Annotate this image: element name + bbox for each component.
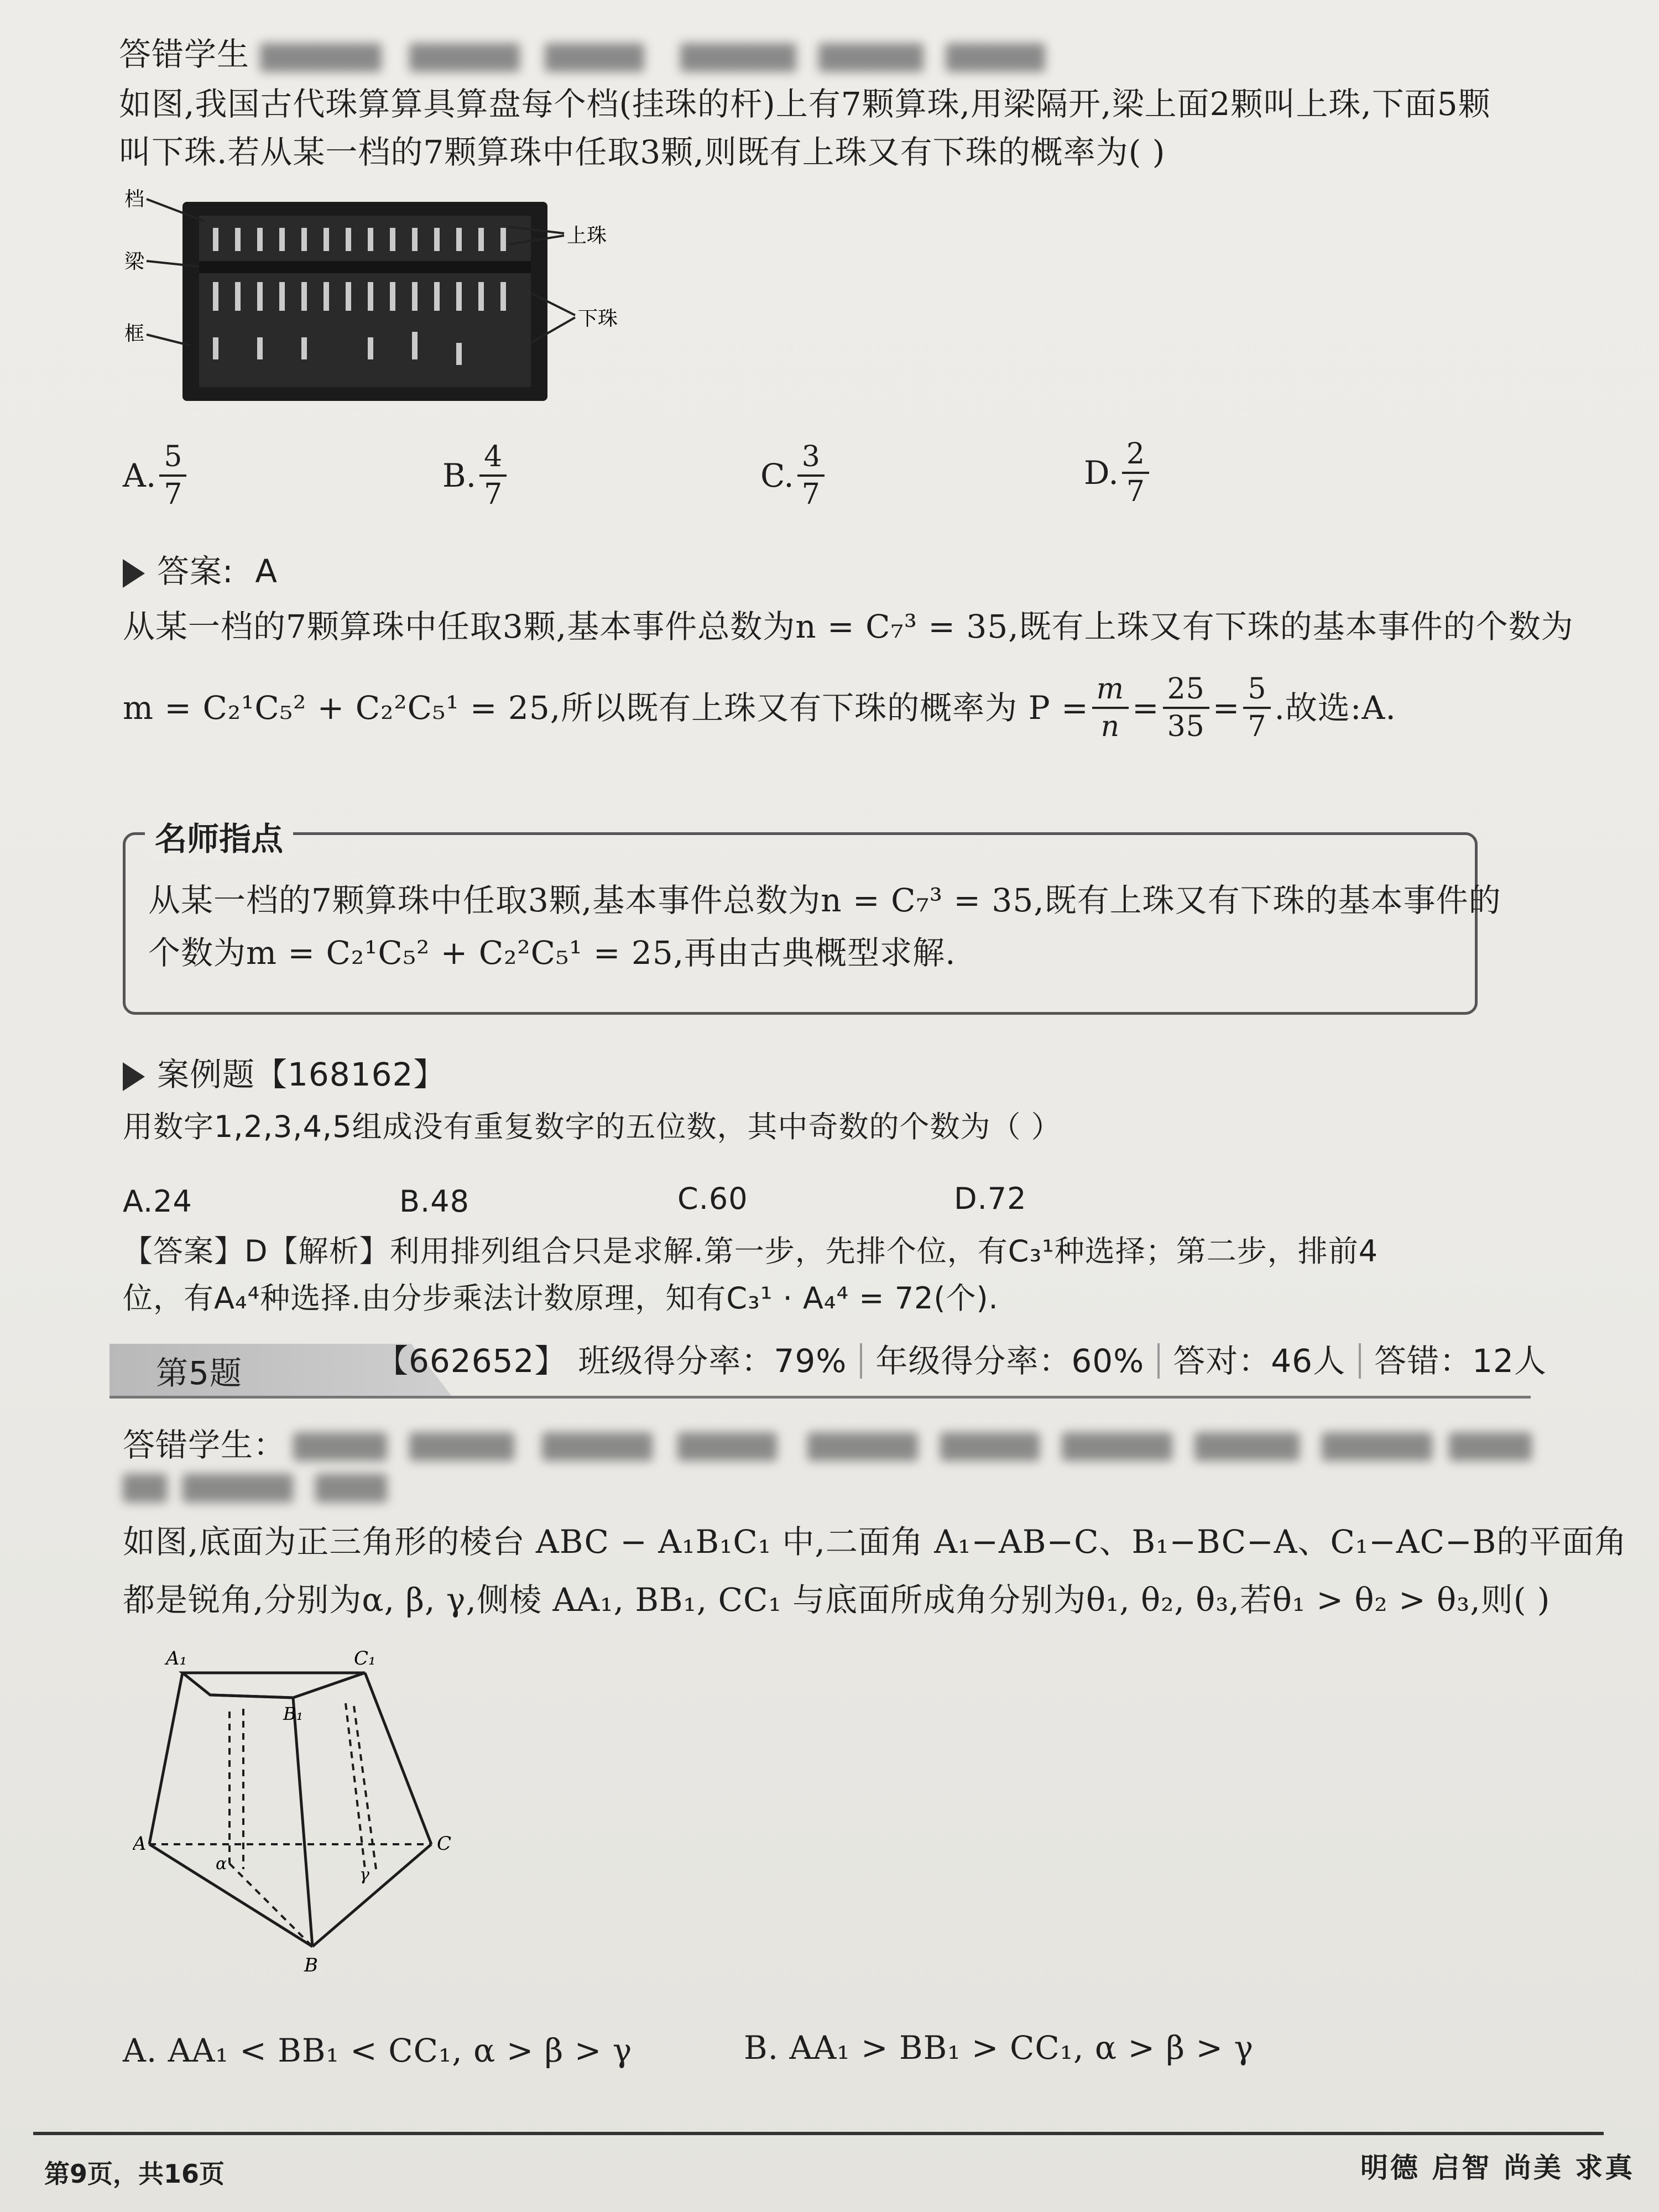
frac-den: 7	[1243, 707, 1271, 741]
label-c: C	[437, 1833, 452, 1855]
example-option: A.24	[123, 1184, 192, 1219]
redacted-name	[545, 43, 644, 72]
option-b	[442, 442, 510, 509]
redacted-name	[1062, 1432, 1172, 1461]
redacted-name	[315, 1474, 387, 1503]
triangle-bullet-icon	[123, 1062, 145, 1091]
label-a: A	[133, 1833, 147, 1855]
option-den: 7	[797, 474, 825, 509]
redacted-name	[1449, 1432, 1532, 1461]
question-line: 如图,我国古代珠算算具算盘每个档(挂珠的杆)上有7颗算珠,用梁隔开,梁上面2颗叫上珠,下面5颗	[119, 85, 1491, 123]
question-line: 如图,底面为正三角形的棱台 ABC − A₁B₁C₁ 中,二面角 A₁−AB−C、B₁−BC−A、C₁−AC−B的平面角	[123, 1523, 1627, 1561]
frac-num: 25	[1167, 672, 1205, 706]
redacted-name	[542, 1432, 653, 1461]
label-liang: 梁	[124, 251, 145, 273]
redacted-name	[123, 1474, 167, 1503]
redacted-name	[409, 43, 520, 72]
class-rate: 班级得分率：79%	[578, 1342, 847, 1380]
option-d	[1084, 437, 1152, 508]
answer-row	[123, 547, 278, 595]
option-letter: A.	[123, 457, 156, 494]
redacted-name	[940, 1432, 1040, 1461]
separator	[860, 1343, 862, 1379]
label-alpha: α	[216, 1854, 227, 1874]
redacted-name	[807, 1432, 918, 1461]
label-b1: B₁	[283, 1703, 304, 1724]
option-num: 4	[484, 440, 503, 473]
example-question: 用数字1,2,3,4,5组成没有重复数字的五位数，其中奇数的个数为（ ）	[123, 1109, 1062, 1144]
redacted-name	[293, 1432, 387, 1461]
abacus-figure	[122, 182, 630, 420]
separator	[1359, 1343, 1361, 1379]
footer-divider	[33, 2132, 1604, 2135]
correct-count: 答对：46人	[1173, 1342, 1346, 1380]
page-number: 第9页，共16页	[44, 2159, 225, 2189]
option-letter: C.	[760, 457, 794, 494]
tip-line: 个数为m = C₂¹C₅² + C₂²C₅¹ = 25,再由古典概型求解.	[148, 934, 956, 972]
label-c1: C₁	[354, 1647, 376, 1670]
answer-value: A	[255, 552, 278, 590]
option-den: 7	[1122, 472, 1149, 506]
divider	[109, 1396, 1531, 1399]
grade-rate: 年级得分率：60%	[875, 1342, 1145, 1380]
frac-den: n	[1092, 707, 1129, 741]
label-kuang: 框	[124, 322, 145, 345]
option-den: 7	[479, 474, 507, 509]
example-answer-line: 【答案】D【解析】利用排列组合只是求解.第一步，先排个位，有C₃¹种选择；第二步，排前4	[123, 1234, 1379, 1269]
explanation-line: m = C₂¹C₅² + C₂²C₅¹ = 25,所以既有上珠又有下珠的概率为 P = $\frac{m}{n}$ = $\frac{25}{35}$ = $\frac{5}{7}$ .故选:A.	[123, 672, 1396, 743]
wrong-students-label: 答错学生	[119, 35, 250, 73]
option-a: A. AA₁ < BB₁ < CC₁, α > β > γ	[123, 2032, 633, 2069]
redacted-name	[1194, 1432, 1300, 1461]
redacted-name	[680, 43, 796, 72]
option-c	[760, 442, 828, 509]
explanation-text: .故选:A.	[1274, 689, 1396, 727]
label-shangzhu: 上珠	[567, 225, 607, 247]
question-number: 第5题	[156, 1354, 242, 1392]
example-option: C.60	[677, 1181, 748, 1216]
explanation-line: 从某一档的7颗算珠中任取3颗,基本事件总数为n = C₇³ = 35,既有上珠又有下珠的基本事件的个数为	[123, 608, 1574, 645]
question-stats	[376, 1337, 1547, 1385]
label-gamma: γ	[359, 1865, 369, 1885]
label-xiazhu: 下珠	[578, 307, 618, 330]
redacted-name	[409, 1432, 514, 1461]
option-num: 5	[164, 440, 182, 473]
tip-title: 名师指点	[145, 813, 293, 859]
redacted-name	[182, 1474, 293, 1503]
separator	[1157, 1343, 1160, 1379]
label-a1: A₁	[166, 1647, 187, 1670]
wrong-students-label: 答错学生：	[123, 1426, 286, 1464]
option-den: 7	[159, 474, 186, 509]
option-letter: B.	[442, 457, 477, 494]
label-b: B	[304, 1954, 318, 1976]
question-line: 都是锐角,分别为α, β, γ,侧棱 AA₁, BB₁, CC₁ 与底面所成角分别为θ₁, θ₂, θ₃,若θ₁ > θ₂ > θ₃,则( )	[123, 1581, 1551, 1619]
redacted-name	[946, 43, 1045, 72]
frustum-figure	[133, 1637, 476, 1985]
example-heading-text: 案例题【168162】	[157, 1056, 446, 1093]
example-heading	[123, 1051, 446, 1098]
frac-num: 5	[1248, 672, 1267, 706]
example-answer-line: 位，有A₄⁴种选择.由分步乘法计数原理，知有C₃¹ · A₄⁴ = 72(个).	[123, 1281, 999, 1316]
question-line: 叫下珠.若从某一档的7颗算珠中任取3颗,则既有上珠又有下珠的概率为( )	[119, 133, 1166, 171]
option-num: 2	[1126, 437, 1145, 471]
redacted-name	[1322, 1432, 1432, 1461]
school-motto: 明德 启智 尚美 求真	[1360, 2152, 1635, 2184]
tip-line: 从某一档的7颗算珠中任取3颗,基本事件总数为n = C₇³ = 35,既有上珠又有下珠的基本事件的	[148, 881, 1501, 919]
wrong-count: 答错：12人	[1374, 1342, 1547, 1380]
question-id: 【662652】	[376, 1342, 567, 1380]
redacted-name	[260, 43, 382, 72]
label-dang: 档	[124, 188, 145, 211]
option-a	[123, 442, 190, 509]
frac-den: 35	[1163, 707, 1209, 741]
option-letter: D.	[1084, 454, 1119, 492]
example-option: D.72	[954, 1181, 1027, 1216]
triangle-bullet-icon	[123, 559, 145, 588]
redacted-name	[818, 43, 924, 72]
explanation-text: m = C₂¹C₅² + C₂²C₅¹ = 25,所以既有上珠又有下珠的概率为 P =	[123, 689, 1089, 727]
option-num: 3	[801, 440, 820, 473]
option-b: B. AA₁ > BB₁ > CC₁, α > β > γ	[744, 2029, 1254, 2067]
answer-label: 答案:	[157, 552, 234, 590]
frac-num: m	[1096, 672, 1124, 706]
example-option: B.48	[399, 1184, 469, 1219]
redacted-name	[677, 1432, 777, 1461]
